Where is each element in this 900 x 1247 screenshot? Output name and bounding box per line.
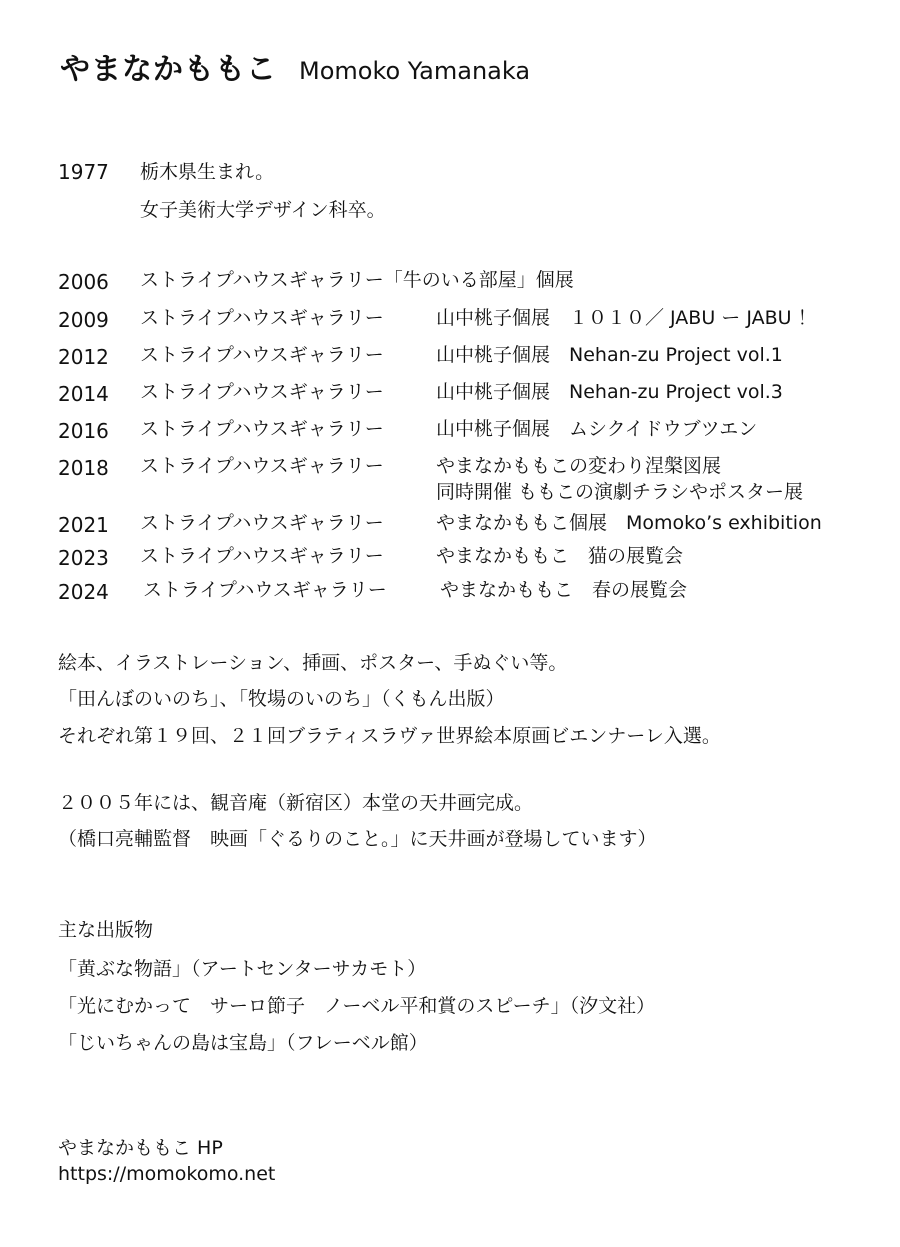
bio-line: 女子美術大学デザイン科卒。 [140,199,386,221]
publication-item: 「黄ぶな物語」（アートセンターサカモト） [58,958,427,980]
works-line: 「田んぼのいのち」、「牧場のいのち」（くもん出版） [58,688,505,710]
bio-line: 栃木県生まれ。 [140,161,275,183]
ceiling-line: （橋口亮輔監督 映画「ぐるりのこと。」に天井画が登場しています） [58,828,657,850]
ceiling-line: ２００５年には、観音庵（新宿区）本堂の天井画完成。 [58,792,534,814]
exhibition-year: 2014 [58,382,109,406]
exhibition-title: 山中桃子個展 Nehan-zu Project vol.1 [436,344,783,366]
exhibition-venue: ストライプハウスギャラリー [140,418,384,440]
exhibition-venue: ストライプハウスギャラリー [140,512,384,534]
exhibition-venue: ストライプハウスギャラリー [140,307,384,329]
exhibition-title: やまなかももこ個展 Momoko’s exhibition [436,512,822,534]
exhibition-year: 2021 [58,513,109,537]
homepage-label: やまなかももこ HP [58,1137,223,1159]
exhibition-year: 2006 [58,270,109,294]
works-line: 絵本、イラストレーション、挿画、ポスター、手ぬぐい等。 [58,652,568,674]
exhibition-year: 2009 [58,308,109,332]
exhibition-venue: ストライプハウスギャラリー [140,381,384,403]
works-line: それぞれ第１９回、２１回ブラティスラヴァ世界絵本原画ビエンナーレ入選。 [58,725,721,747]
artist-name-english: Momoko Yamanaka [299,57,531,85]
exhibition-year: 2018 [58,456,109,480]
exhibition-year: 2016 [58,419,109,443]
exhibition-venue: ストライプハウスギャラリー [140,455,384,477]
exhibition-title: 山中桃子個展 Nehan-zu Project vol.3 [436,381,783,403]
exhibition-venue: ストライプハウスギャラリー [140,344,384,366]
page-title [60,44,530,88]
exhibition-venue: ストライプハウスギャラリー「牛のいる部屋」個展 [140,269,574,291]
exhibition-title: やまなかももこの変わり涅槃図展 [436,455,722,477]
birth-year: 1977 [58,160,109,184]
exhibition-title: 山中桃子個展 ムシクイドウブツエン [436,418,758,440]
exhibition-venue: ストライプハウスギャラリー [143,579,387,601]
exhibition-year: 2012 [58,345,109,369]
exhibition-title: 山中桃子個展 １０１０／ JABU ー JABU ！ [436,307,817,329]
exhibition-title: やまなかももこ 猫の展覧会 [436,545,684,567]
homepage-link[interactable]: https://momokomo.net [58,1163,276,1185]
exhibition-title: やまなかももこ 春の展覧会 [440,579,688,601]
exhibition-year: 2023 [58,546,109,570]
exhibition-title-secondary: 同時開催 ももこの演劇チラシやポスター展 [436,481,804,503]
exhibition-venue: ストライプハウスギャラリー [140,545,384,567]
exhibition-year: 2024 [58,580,109,604]
publication-item: 「光にむかって サーロ節子 ノーベル平和賞のスピーチ」（汐文社） [58,995,656,1017]
publication-item: 「じいちゃんの島は宝島」（フレーベル館） [58,1032,428,1054]
publications-heading: 主な出版物 [58,919,154,941]
artist-name-japanese: やまなかももこ [60,52,277,87]
